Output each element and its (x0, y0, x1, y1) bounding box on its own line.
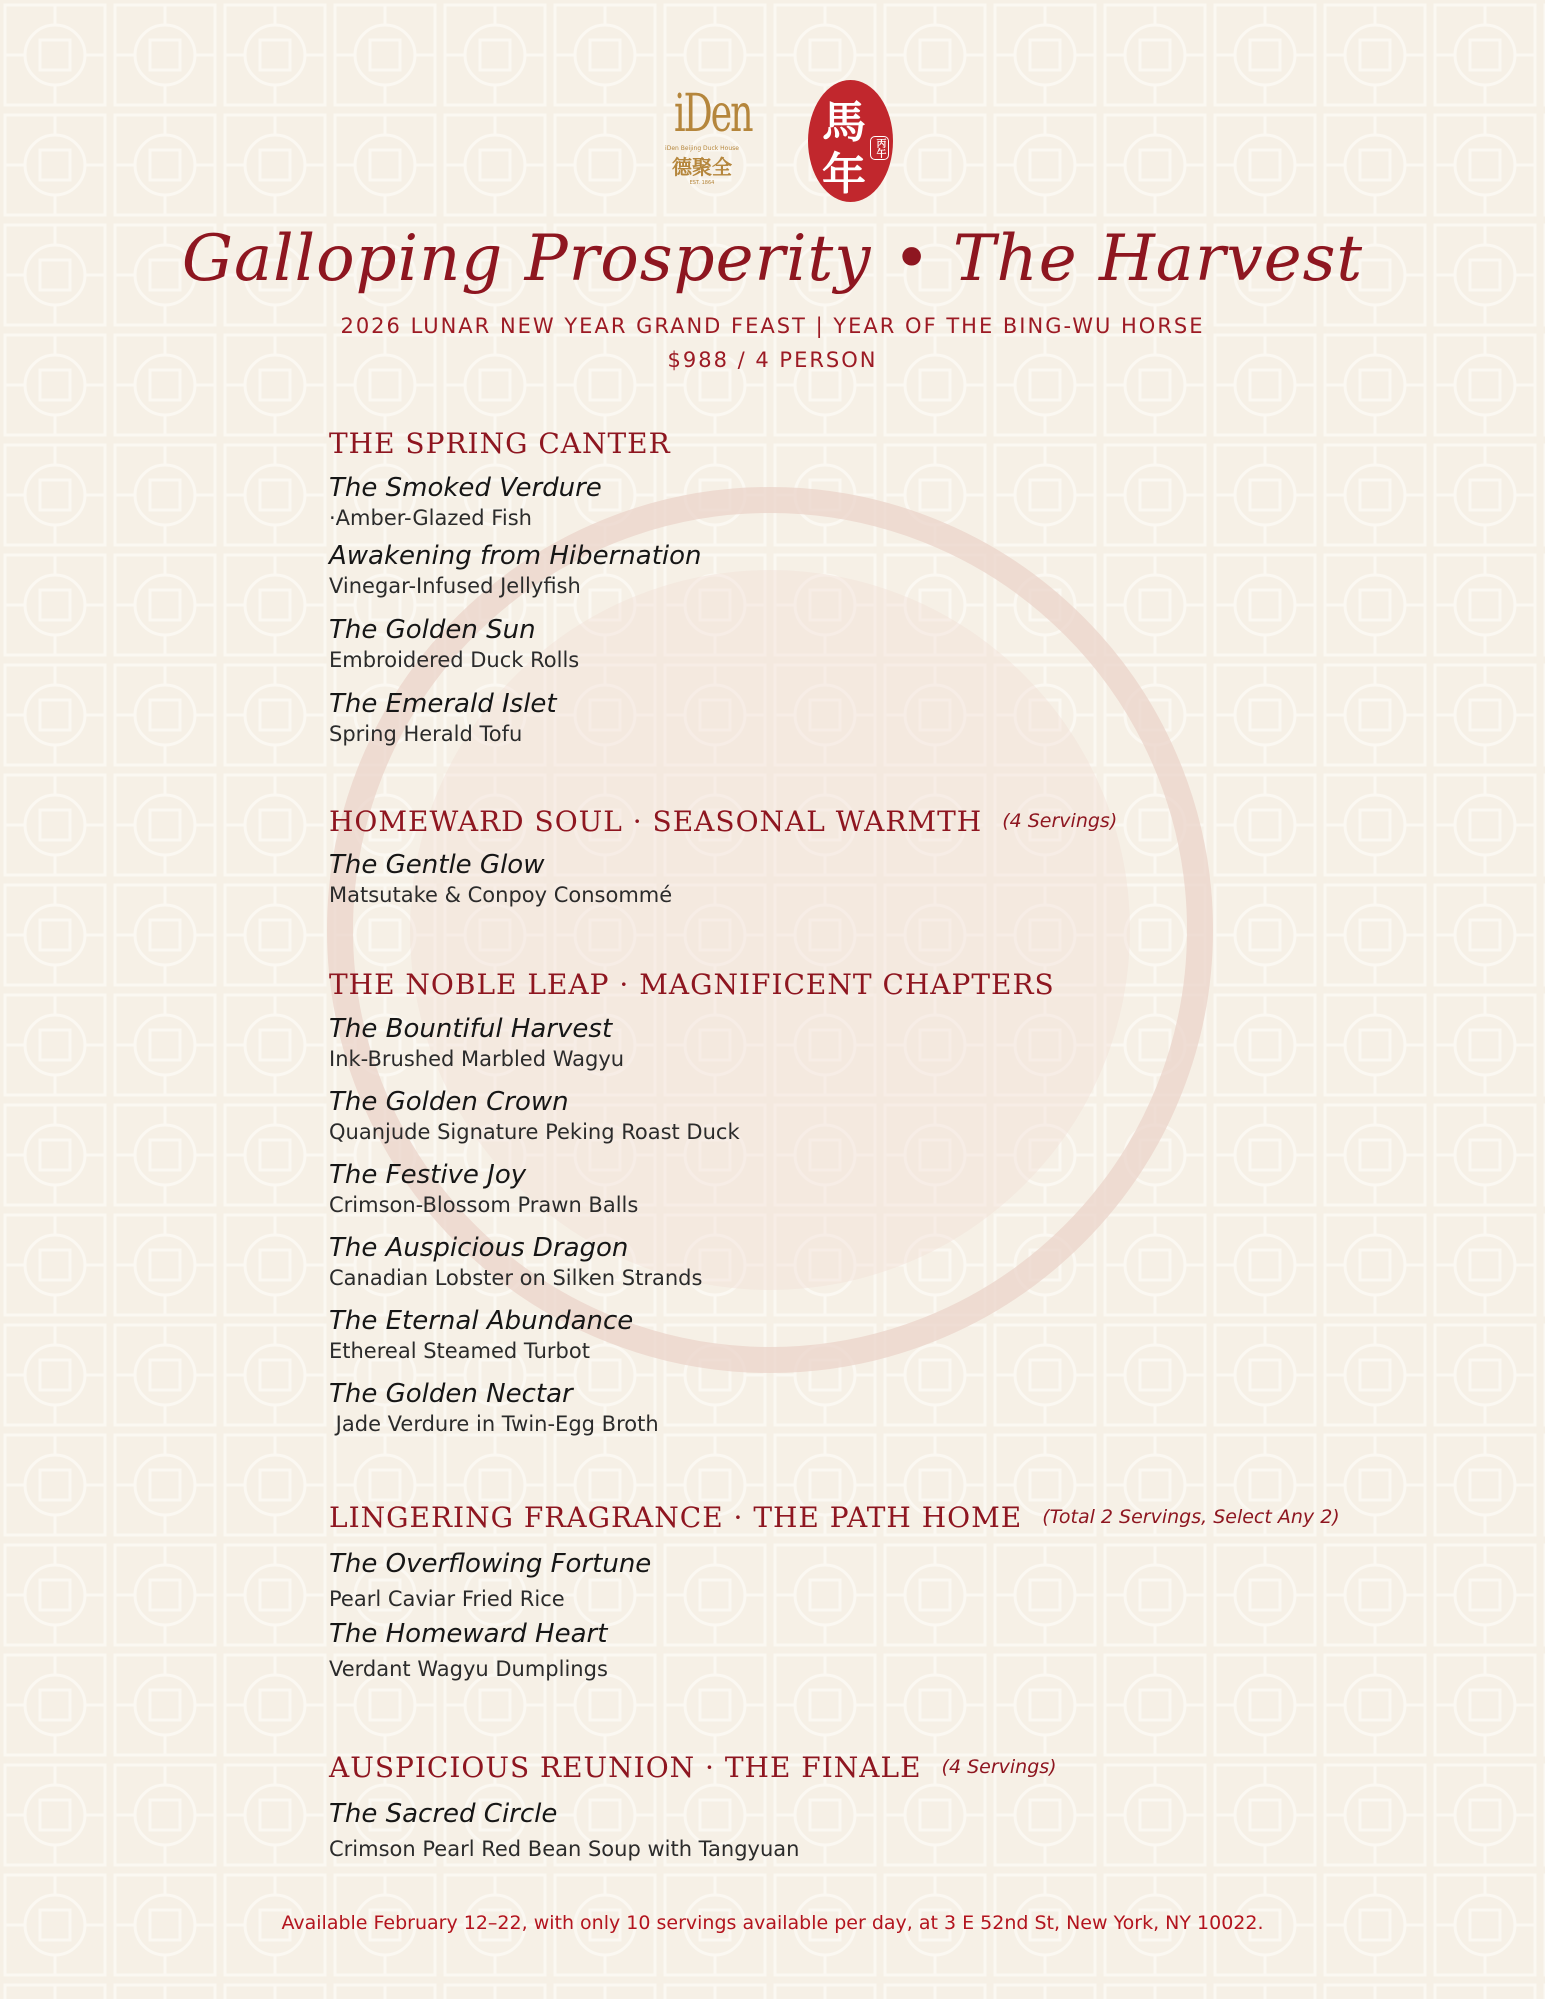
logo-est: EST. 1864 (689, 180, 715, 186)
menu-item (329, 1160, 1055, 1220)
dish-description: Quanjude Signature Peking Roast Duck (329, 1120, 740, 1144)
menu-item (329, 1799, 1057, 1869)
dish-description: Ethereal Steamed Turbot (329, 1339, 590, 1363)
logo-chinese: 德聚全 (672, 155, 732, 179)
dish-description: Spring Herald Tofu (329, 722, 523, 746)
menu-item (329, 1306, 1055, 1366)
menu-section (329, 801, 1117, 923)
dish-name: The Overflowing Fortune (329, 1549, 652, 1579)
seal-small-stamp: 丙午 (870, 136, 889, 160)
dish-name: The Golden Crown (329, 1087, 569, 1117)
dish-name: Awakening from Hibernation (329, 541, 702, 571)
menu-item (329, 1619, 1340, 1689)
menu-section (329, 1497, 1340, 1689)
dish-description: Matsutake & Conpoy Consommé (329, 883, 673, 907)
section-note: (4 Servings) (941, 1756, 1057, 1778)
availability-footer: Available February 12–22, with only 10 servings available per day, at 3 E 52nd St, New York, NY 10022. (281, 1912, 1264, 1934)
dish-name: The Auspicious Dragon (329, 1233, 629, 1263)
section-title: LINGERING FRAGRANCE · THE PATH HOME (329, 1501, 1023, 1534)
section-title: AUSPICIOUS REUNION · THE FINALE (329, 1751, 922, 1784)
dish-description: Pearl Caviar Fried Rice (329, 1587, 565, 1611)
section-heading (329, 965, 1055, 1005)
dish-name: The Festive Joy (329, 1160, 527, 1190)
dish-name: The Golden Nectar (329, 1379, 573, 1409)
dish-name: The Eternal Abundance (329, 1306, 634, 1336)
dish-name: The Emerald Islet (329, 689, 557, 719)
dish-description: Canadian Lobster on Silken Strands (329, 1266, 703, 1290)
menu-section (329, 965, 1055, 1452)
menu-item (329, 1233, 1055, 1293)
dish-name: The Gentle Glow (329, 850, 545, 880)
dish-description: Verdant Wagyu Dumplings (329, 1657, 608, 1681)
menu-section (329, 424, 702, 763)
dish-description: Crimson Pearl Red Bean Soup with Tangyuan (329, 1837, 800, 1861)
section-note: (Total 2 Servings, Select Any 2) (1042, 1506, 1340, 1528)
menu-section (329, 1747, 1057, 1882)
section-heading (329, 801, 1117, 841)
dish-name: The Golden Sun (329, 615, 536, 645)
section-title: HOMEWARD SOUL · SEASONAL WARMTH (329, 805, 983, 838)
dish-name: The Bountiful Harvest (329, 1014, 613, 1044)
dish-name: The Smoked Verdure (329, 473, 602, 503)
dish-description: Vinegar-Infused Jellyfish (329, 574, 581, 598)
logo-subtitle: iDen Beijing Duck House (665, 145, 739, 152)
iden-logo (662, 84, 752, 186)
menu-subtitle: 2026 LUNAR NEW YEAR GRAND FEAST | YEAR OF THE BING-WU HORSE (340, 314, 1205, 338)
dish-description: Embroidered Duck Rolls (329, 648, 580, 672)
section-heading (329, 1747, 1057, 1787)
dish-description: ·Amber-Glazed Fish (329, 506, 532, 530)
seal-char: 馬 (822, 97, 866, 148)
section-note: (4 Servings) (1002, 810, 1118, 832)
section-title: THE NOBLE LEAP · MAGNIFICENT CHAPTERS (329, 968, 1055, 1001)
menu-item (329, 615, 702, 675)
menu-item (329, 541, 702, 601)
menu-title: Galloping Prosperity • The Harvest (181, 222, 1364, 296)
menu-item (329, 1549, 1340, 1619)
dish-description: Crimson-Blossom Prawn Balls (329, 1193, 639, 1217)
menu-price: $988 / 4 PERSON (667, 348, 878, 372)
menu-item (329, 1014, 1055, 1074)
dish-description: Ink-Brushed Marbled Wagyu (329, 1047, 625, 1071)
menu-item (329, 850, 1117, 910)
seal-char: 年 (822, 149, 866, 200)
dish-name: The Sacred Circle (329, 1799, 558, 1829)
section-title: THE SPRING CANTER (329, 427, 671, 460)
menu-item (329, 689, 702, 749)
menu-item (329, 1087, 1055, 1147)
year-of-horse-seal (808, 80, 893, 202)
section-heading (329, 1497, 1340, 1537)
logo-wordmark: iDen (674, 84, 752, 144)
dish-description: Jade Verdure in Twin-Egg Broth (329, 1412, 659, 1436)
dish-name: The Homeward Heart (329, 1619, 608, 1649)
menu-item (329, 473, 702, 533)
section-heading (329, 424, 702, 464)
menu-item (329, 1379, 1055, 1439)
